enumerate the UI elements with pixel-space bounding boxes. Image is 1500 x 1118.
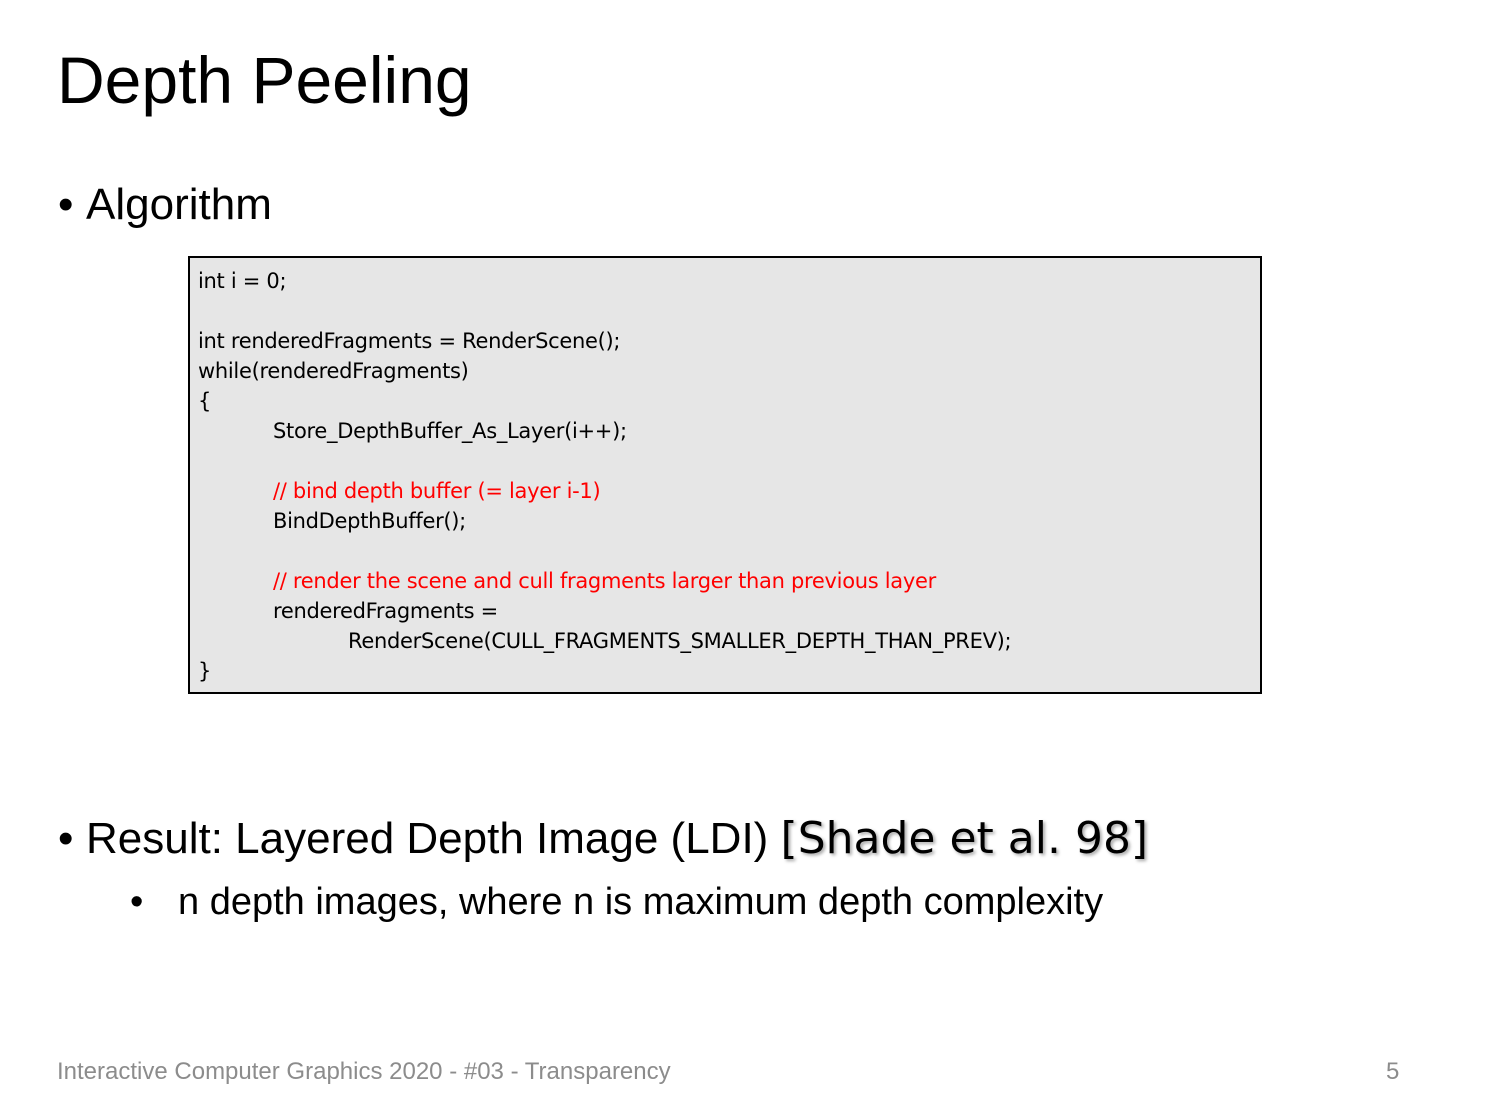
code-block [188, 256, 1262, 694]
code-comment: // render the scene and cull fragments larger than previous layer [273, 569, 936, 593]
sub-bullet-depth-images [130, 878, 1103, 926]
code-comment: // bind depth buffer (= layer i-1) [273, 479, 601, 503]
code-line [198, 296, 1260, 326]
bullet-algorithm [58, 178, 272, 232]
code-line: } [198, 659, 212, 683]
bullet-dot: • [58, 814, 74, 863]
sub-bullet-text: n depth images, where n is maximum depth complexity [178, 881, 1104, 923]
bullet-dot: • [58, 180, 74, 229]
code-line [198, 446, 1260, 476]
code-line: BindDepthBuffer(); [273, 509, 466, 533]
footer-text: Interactive Computer Graphics 2020 - #03 - Transparency [57, 1058, 671, 1085]
code-line: while(renderedFragments) [198, 359, 469, 383]
sub-bullet-dot: • [130, 881, 144, 923]
bullet-result [58, 812, 1148, 866]
code-line: int renderedFragments = RenderScene(); [198, 329, 621, 353]
code-line: RenderScene(CULL_FRAGMENTS_SMALLER_DEPTH_THAN_PREV); [348, 629, 1012, 653]
bullet-algorithm-label: Algorithm [86, 180, 272, 229]
slide-title: Depth Peeling [57, 43, 472, 117]
code-line: Store_DepthBuffer_As_Layer(i++); [273, 419, 627, 443]
citation: [Shade et al. 98] [780, 813, 1149, 864]
bullet-result-label: Result: Layered Depth Image (LDI) [86, 814, 781, 863]
code-line: renderedFragments = [273, 599, 498, 623]
code-line: int i = 0; [198, 269, 287, 293]
page-number: 5 [1386, 1058, 1400, 1085]
code-line [198, 536, 1260, 566]
code-line: { [198, 389, 212, 413]
